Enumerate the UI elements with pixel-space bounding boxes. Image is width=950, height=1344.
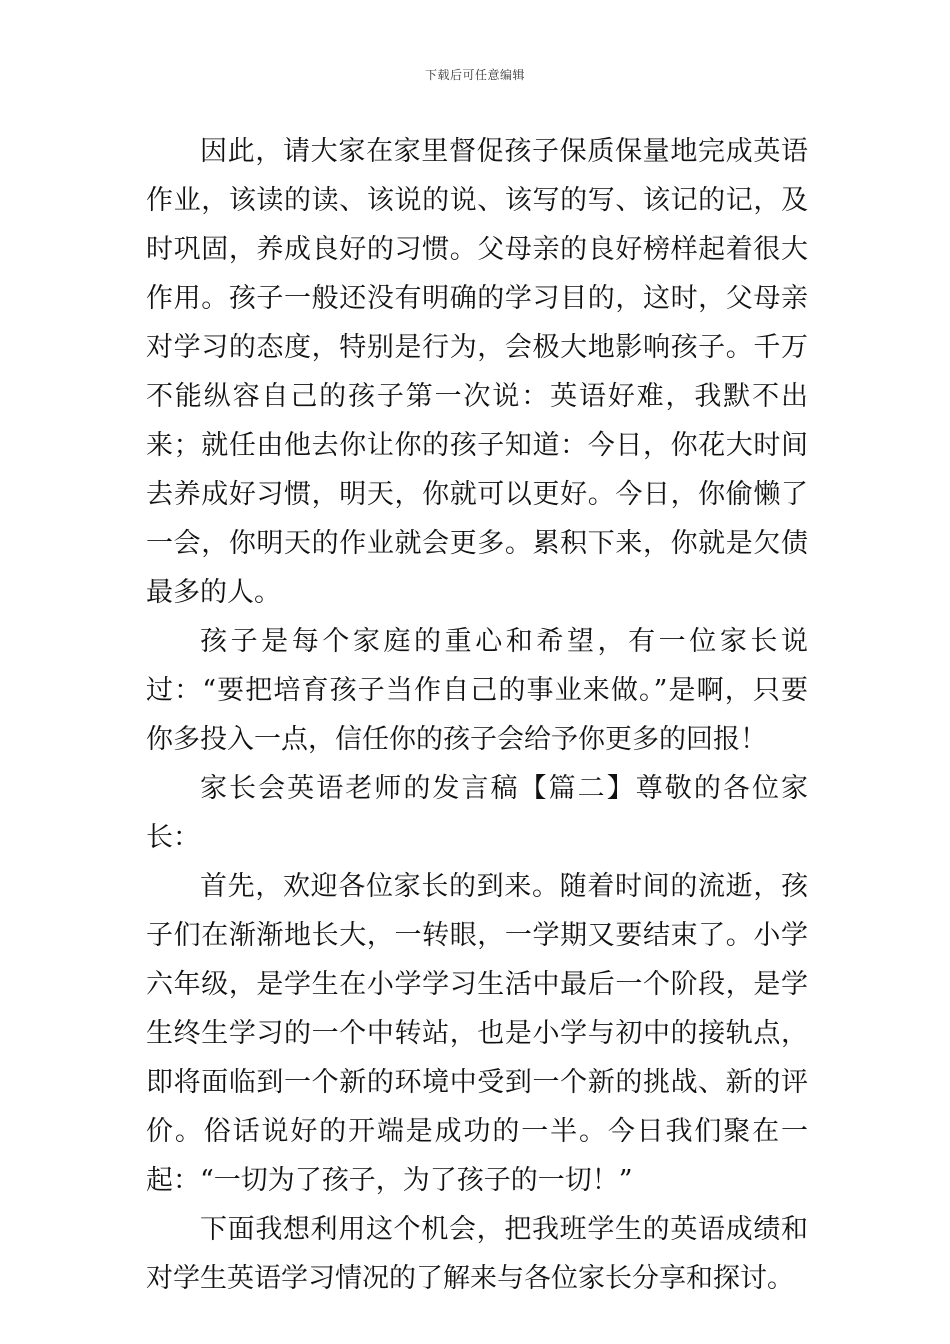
paragraph-welcome: 首先，欢迎各位家长的到来。随着时间的流逝，孩子们在渐渐地长大，一转眼，一学期又要结束了。小学六年级，是学生在小学学习生活中最后一个阶段，是学生终生学习的一个中转站，也是小学与初中的接轨点，即将面临到一个新的环境中受到一个新的挑战、新的评价。俗话说好的开端是成功的一半。今日我们聚在一起：“一切为了孩子，为了孩子的一切！”: [146, 871, 808, 1196]
page-header-note: 下载后可任意编辑: [424, 68, 525, 82]
paragraph-share-results: 下面我想利用这个机会，把我班学生的英语成绩和对学生英语学习情况的了解来与各位家长分享和探讨。: [146, 1214, 808, 1294]
paragraph-homework: 因此，请大家在家里督促孩子保质保量地完成英语作业，该读的读、该说的说、该写的写、该记的记，及时巩固，养成良好的习惯。父母亲的良好榜样起着很大作用。孩子一般还没有明确的学习目的，这时，父母亲对学习的态度，特别是行为，会极大地影响孩子。千万不能纵容自己的孩子第一次说：英语好难，我默不出来；就任由他去你让你的孩子知道：今日，你花大时间去养成好习惯，明天，你就可以更好。今日，你偷懒了一会，你明天的作业就会更多。累积下来，你就是欠债最多的人。: [146, 136, 808, 608]
paragraph-child-hope: 孩子是每个家庭的重心和希望，有一位家长说过：“要把培育孩子当作自己的事业来做。”是啊，只要你多投入一点，信任你的孩子会给予你更多的回报！: [146, 626, 808, 755]
document-body: [146, 127, 808, 1303]
section-heading-part-two: 家长会英语老师的发言稿【篇二】尊敬的各位家长：: [146, 773, 808, 853]
